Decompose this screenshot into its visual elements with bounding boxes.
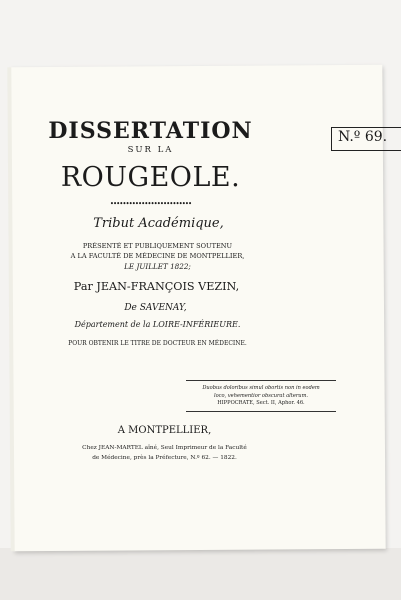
quote-line-2: loco, vehementior obscurat alterum. [213,392,309,399]
author-departement: Département de la LOIRE-INFÉRIEURE. [74,320,241,329]
quote-attribution: HIPPOCRATE, Sect. II, Aphor. 46. [217,400,305,407]
catalog-number: N.º 69. [338,129,388,145]
imprint-line-2: de Médecine, près la Préfecture, N.º 62. — 1822. [92,455,237,461]
subtitle-tribut: Tribut Académique, [93,216,224,231]
title-line-3: ROUGEOLE. [60,162,241,193]
author-line: Par JEAN-FRANÇOIS VEZIN, [73,280,240,293]
subtitle-presente: PRÉSENTÉ ET PUBLIQUEMENT SOUTENU [82,242,233,250]
degree-purpose: POUR OBTENIR LE TITRE DE DOCTEUR EN MÉDECINE. [68,340,247,347]
epigraph-quote [186,380,336,412]
title-line-1: DISSERTATION [48,118,253,144]
subtitle-date: LE JUILLET 1822; [124,262,191,271]
imprint-city: A MONTPELLIER, [117,425,212,436]
quote-line-1: Duobus doloribus simul obortis non in eodem [202,385,320,391]
background-surface [0,548,401,600]
author-origin: De SAVENAY, [124,303,187,313]
subtitle-faculte: A LA FACULTÉ DE MÉDECINE DE MONTPELLIER, [70,252,245,260]
catalog-number-stamp [331,127,401,151]
ornament-divider: •••••••••••••••••••••••••• [109,200,192,208]
imprint-line-1: Chez JEAN-MARTEL aîné, Seul Imprimeur de la Faculté [82,445,247,451]
title-line-2: SUR LA [127,145,174,155]
